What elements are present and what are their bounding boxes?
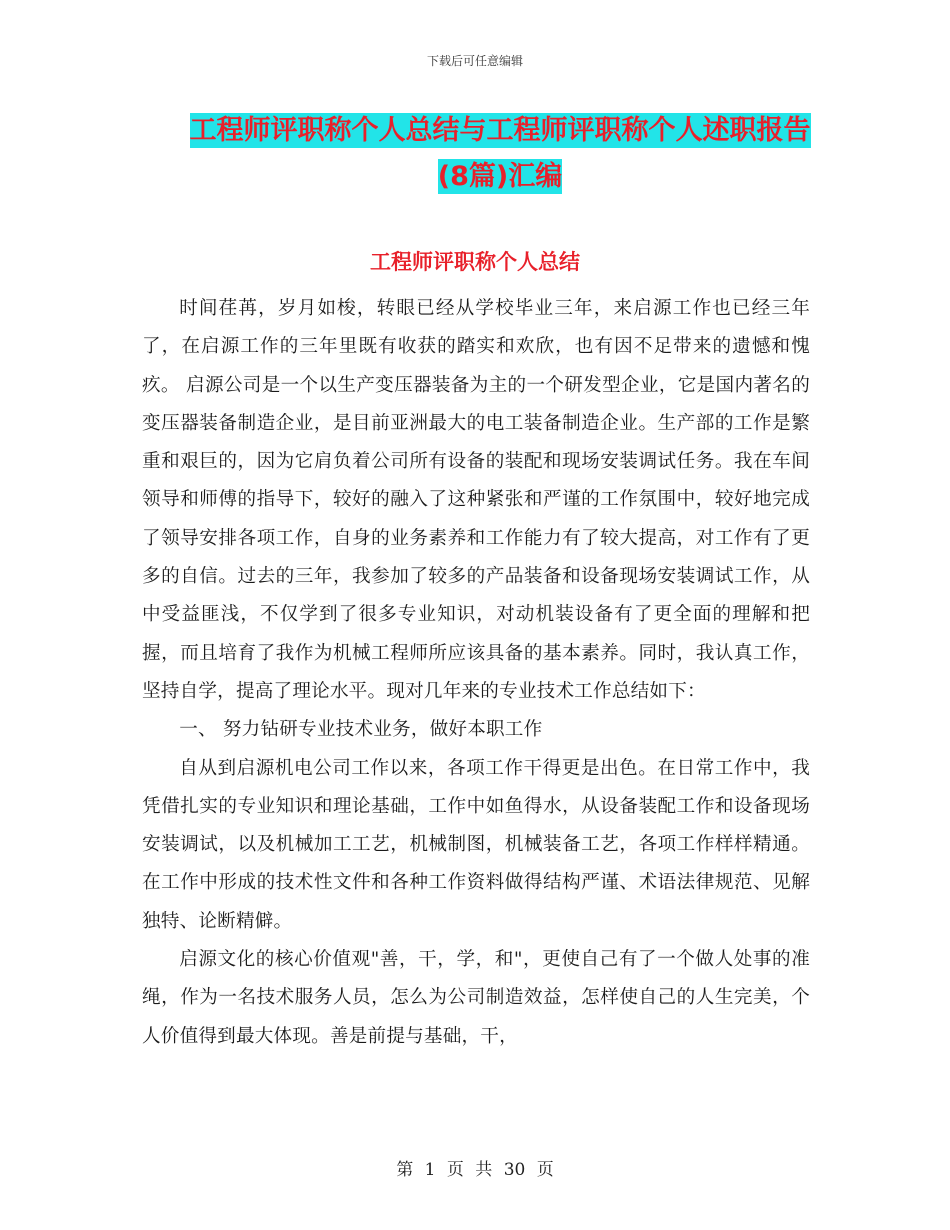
- document-title: [170, 108, 830, 200]
- document-body: [142, 290, 810, 1056]
- paragraph: 启源文化的核心价值观"善，干，学，和"，更使自己有了一个做人处事的准绳，作为一名技术服务人员，怎么为公司制造效益，怎样使自己的人生完美，个人价值得到最大体现。善是前提与基础，干，: [142, 949, 810, 1047]
- paragraph: 时间荏苒，岁月如梭，转眼已经从学校毕业三年，来启源工作也已经三年了，在启源工作的三年里既有收获的踏实和欢欣，也有因不足带来的遗憾和愧疚。 启源公司是一个以生产变压器装备为主的一个研发型企业，它是国内著名的变压器装备制造企业，是目前亚洲最大的电工装备制造企业。生产部的工作是繁重和艰巨的，因为它肩负着公司所有设备的装配和现场安装调试任务。我在车间领导和师傅的指导下，较好的融入了这种紧张和严谨的工作氛围中，较好地完成了领导安排各项工作，自身的业务素养和工作能力有了较大提高，对工作有了更多的自信。过去的三年，我参加了较多的产品装备和设备现场安装调试工作，从中受益匪浅，不仅学到了很多专业知识，对动机装设备有了更全面的理解和把握，而且培育了我作为机械工程师所应该具备的基本素养。同时，我认真工作，坚持自学，提高了理论水平。现对几年来的专业技术工作总结如下：: [142, 298, 810, 702]
- paragraph-heading: 一、 努力钻研专业技术业务，做好本职工作: [179, 719, 543, 741]
- section-title: 工程师评职称个人总结: [370, 250, 580, 274]
- header-note: 下载后可任意编辑: [426, 54, 523, 68]
- paragraph: 自从到启源机电公司工作以来，各项工作干得更是出色。在日常工作中，我凭借扎实的专业知识和理论基础，工作中如鱼得水，从设备装配工作和设备现场安装调试，以及机械加工工艺，机械制图，机械装备工艺，各项工作样样精通。在工作中形成的技术性文件和各种工作资料做得结构严谨、术语法律规范、见解独特、论断精僻。: [142, 757, 810, 932]
- document-title-line-2: (8篇)汇编: [437, 161, 563, 192]
- page-number: 第 1 页 共 30 页: [396, 1160, 554, 1180]
- document-title-line-1: 工程师评职称个人总结与工程师评职称个人述职报告: [189, 115, 811, 146]
